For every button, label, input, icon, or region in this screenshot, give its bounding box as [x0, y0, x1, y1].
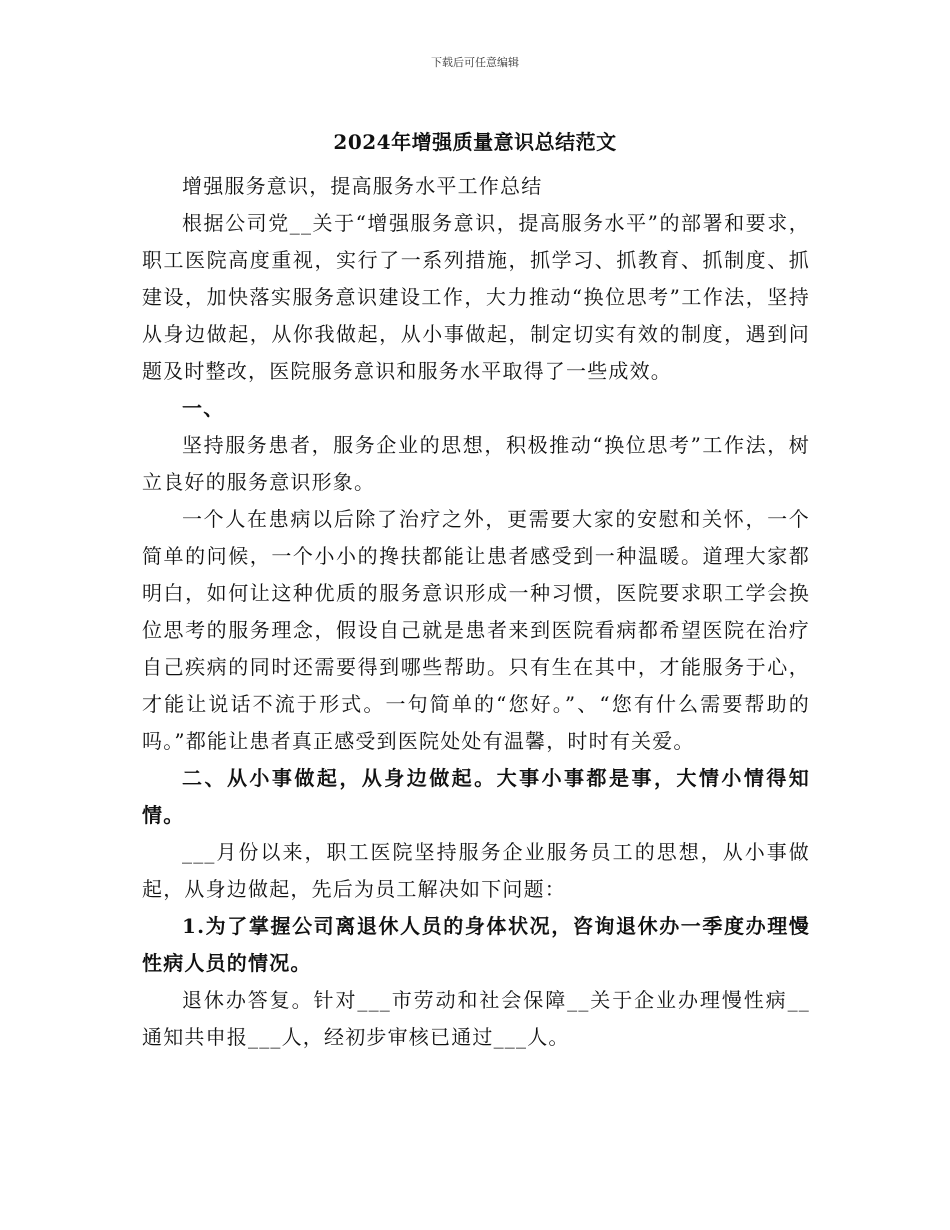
- paragraph-item1-body: 退休办答复。针对___市劳动和社会保障__关于企业办理慢性病__通知共申报___人，经初步审核已通过___人。: [142, 988, 810, 1049]
- section-heading-1: 一、: [182, 396, 225, 420]
- document-body: [142, 168, 810, 1056]
- paragraph-section1-body: 一个人在患病以后除了治疗之外，更需要大家的安慰和关怀，一个简单的问候，一个小小的搀扶都能让患者感受到一种温暖。道理大家都明白，如何让这种优质的服务意识形成一种习惯，医院要求职工学会换位思考的服务理念，假设自己就是患者来到医院看病都希望医院在治疗自己疾病的同时还需要得到哪些帮助。只有生在其中，才能服务于心，才能让说话不流于形式。一句简单的“您好。”、“您有什么需要帮助的吗。”都能让患者真正感受到医院处处有温馨，时时有关爱。: [142, 507, 810, 753]
- section-heading-2: 二、从小事做起，从身边做起。大事小事都是事，大情小情得知情。: [142, 766, 810, 827]
- paragraph-section1-lead: 坚持服务患者，服务企业的思想，积极推动“换位思考”工作法，树立良好的服务意识形象。: [142, 433, 810, 494]
- paragraph-section2-body: ___月份以来，职工医院坚持服务企业服务员工的思想，从小事做起，从身边做起，先后为员工解决如下问题：: [142, 840, 810, 901]
- document-title: 2024年增强质量意识总结范文: [333, 130, 617, 154]
- page-header-note: 下载后可任意编辑: [431, 56, 519, 69]
- paragraph-intro: 根据公司党__关于“增强服务意识，提高服务水平”的部署和要求，职工医院高度重视，实行了一系列措施，抓学习、抓教育、抓制度、抓建设，加快落实服务意识建设工作，大力推动“换位思考”工作法，坚持从身边做起，从你我做起，从小事做起，制定切实有效的制度，遇到问题及时整改，医院服务意识和服务水平取得了一些成效。: [142, 211, 810, 383]
- item-heading-1: 1.为了掌握公司离退休人员的身体状况，咨询退休办一季度办理慢性病人员的情况。: [142, 914, 810, 975]
- paragraph-subtitle: 增强服务意识，提高服务水平工作总结: [182, 174, 543, 198]
